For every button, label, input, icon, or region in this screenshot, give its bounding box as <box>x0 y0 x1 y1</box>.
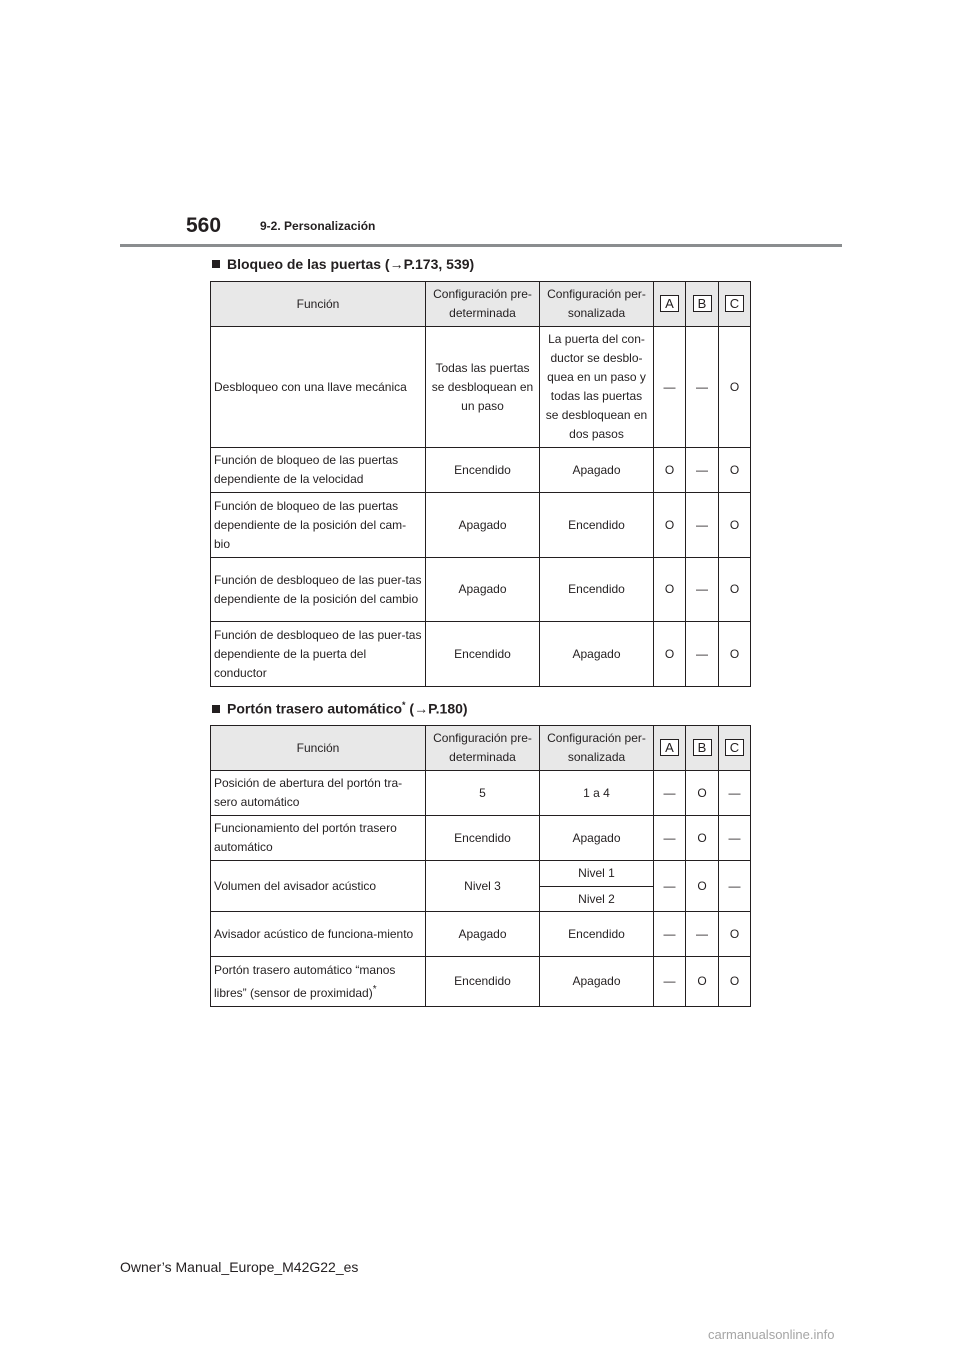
custom-cell: Nivel 2 <box>540 887 654 912</box>
column-header-default: Configuración pre-determinada <box>426 726 540 771</box>
section-heading-door-lock: Bloqueo de las puertas (→P.173, 539) <box>212 256 474 272</box>
section-heading-power-back-door: Portón trasero automático* (→P.180) <box>212 700 468 717</box>
mark-c: — <box>719 816 751 861</box>
mark-a: — <box>654 771 686 816</box>
mark-a: — <box>654 912 686 957</box>
function-cell: Portón trasero automático “manos libres” (sensor de proximidad)* <box>211 957 426 1007</box>
custom-cell: Apagado <box>540 957 654 1007</box>
table-header-row <box>211 726 751 771</box>
table-row <box>211 558 751 622</box>
function-cell: Volumen del avisador acústico <box>211 861 426 912</box>
mark-b: O <box>686 816 719 861</box>
header-divider <box>120 244 842 247</box>
mark-c: O <box>719 622 751 687</box>
bullet-icon <box>212 260 220 268</box>
mark-a: — <box>654 327 686 448</box>
function-cell: Función de bloqueo de las puertas dependiente de la posición del cam-bio <box>211 493 426 558</box>
column-header-function: Función <box>211 282 426 327</box>
custom-cell: Encendido <box>540 912 654 957</box>
mark-a: O <box>654 448 686 493</box>
page-number: 560 <box>186 214 222 237</box>
table-row <box>211 957 751 1007</box>
default-cell: Apagado <box>426 912 540 957</box>
mark-b: — <box>686 912 719 957</box>
mark-a: — <box>654 861 686 912</box>
function-cell: Desbloqueo con una llave mecánica <box>211 327 426 448</box>
column-header-custom: Configuración per-sonalizada <box>540 726 654 771</box>
section-title: 9-2. Personalización <box>260 219 376 233</box>
mark-c: O <box>719 493 751 558</box>
custom-cell: Nivel 1 <box>540 861 654 887</box>
function-cell: Funcionamiento del portón trasero automático <box>211 816 426 861</box>
mark-b: O <box>686 861 719 912</box>
default-cell: Apagado <box>426 558 540 622</box>
arrow-icon: → <box>414 700 429 717</box>
mark-a: — <box>654 957 686 1007</box>
table-row <box>211 493 751 558</box>
mark-b: — <box>686 327 719 448</box>
mark-a: O <box>654 558 686 622</box>
function-cell: Avisador acústico de funciona-miento <box>211 912 426 957</box>
mark-c: O <box>719 912 751 957</box>
mark-b: — <box>686 622 719 687</box>
bullet-icon <box>212 705 220 713</box>
mark-c: — <box>719 771 751 816</box>
column-header-c: C <box>719 726 751 771</box>
default-cell: Apagado <box>426 493 540 558</box>
mark-b: — <box>686 558 719 622</box>
default-cell: Encendido <box>426 816 540 861</box>
mark-b: — <box>686 448 719 493</box>
default-cell: Nivel 3 <box>426 861 540 912</box>
mark-b: O <box>686 771 719 816</box>
custom-cell: Apagado <box>540 622 654 687</box>
mark-c: O <box>719 957 751 1007</box>
mark-b: O <box>686 957 719 1007</box>
mark-b: — <box>686 493 719 558</box>
mark-a: O <box>654 493 686 558</box>
table-row <box>211 448 751 493</box>
column-header-b: B <box>686 726 719 771</box>
custom-cell: La puerta del con-ductor se desblo-quea en un paso y todas las puertas se desbloquean en dos pasos <box>540 327 654 448</box>
mark-a: O <box>654 622 686 687</box>
function-cell: Función de desbloqueo de las puer-tas dependiente de la puerta del conductor <box>211 622 426 687</box>
custom-cell: Encendido <box>540 558 654 622</box>
watermark: carmanualsonline.info <box>708 1327 835 1342</box>
function-cell: Función de desbloqueo de las puer-tas dependiente de la posición del cambio <box>211 558 426 622</box>
power-back-door-settings-table <box>210 725 751 1007</box>
custom-cell: Apagado <box>540 816 654 861</box>
function-cell: Función de bloqueo de las puertas dependiente de la velocidad <box>211 448 426 493</box>
column-header-b: B <box>686 282 719 327</box>
column-header-function: Función <box>211 726 426 771</box>
table-row <box>211 861 751 887</box>
footer-manual-id: Owner’s Manual_Europe_M42G22_es <box>120 1259 359 1275</box>
custom-cell: 1 a 4 <box>540 771 654 816</box>
column-header-a: A <box>654 726 686 771</box>
table-row <box>211 912 751 957</box>
mark-c: — <box>719 861 751 912</box>
default-cell: Todas las puertas se desbloquean en un paso <box>426 327 540 448</box>
column-header-a: A <box>654 282 686 327</box>
column-header-default: Configuración pre-determinada <box>426 282 540 327</box>
table-row <box>211 622 751 687</box>
mark-c: O <box>719 558 751 622</box>
default-cell: Encendido <box>426 448 540 493</box>
default-cell: Encendido <box>426 957 540 1007</box>
custom-cell: Encendido <box>540 493 654 558</box>
column-header-c: C <box>719 282 751 327</box>
door-lock-settings-table <box>210 281 751 687</box>
default-cell: 5 <box>426 771 540 816</box>
mark-c: O <box>719 448 751 493</box>
table-row <box>211 816 751 861</box>
table-row <box>211 327 751 448</box>
arrow-icon: → <box>389 256 404 272</box>
table-row <box>211 771 751 816</box>
mark-c: O <box>719 327 751 448</box>
default-cell: Encendido <box>426 622 540 687</box>
column-header-custom: Configuración per-sonalizada <box>540 282 654 327</box>
mark-a: — <box>654 816 686 861</box>
table-header-row <box>211 282 751 327</box>
custom-cell: Apagado <box>540 448 654 493</box>
function-cell: Posición de abertura del portón tra-sero automático <box>211 771 426 816</box>
